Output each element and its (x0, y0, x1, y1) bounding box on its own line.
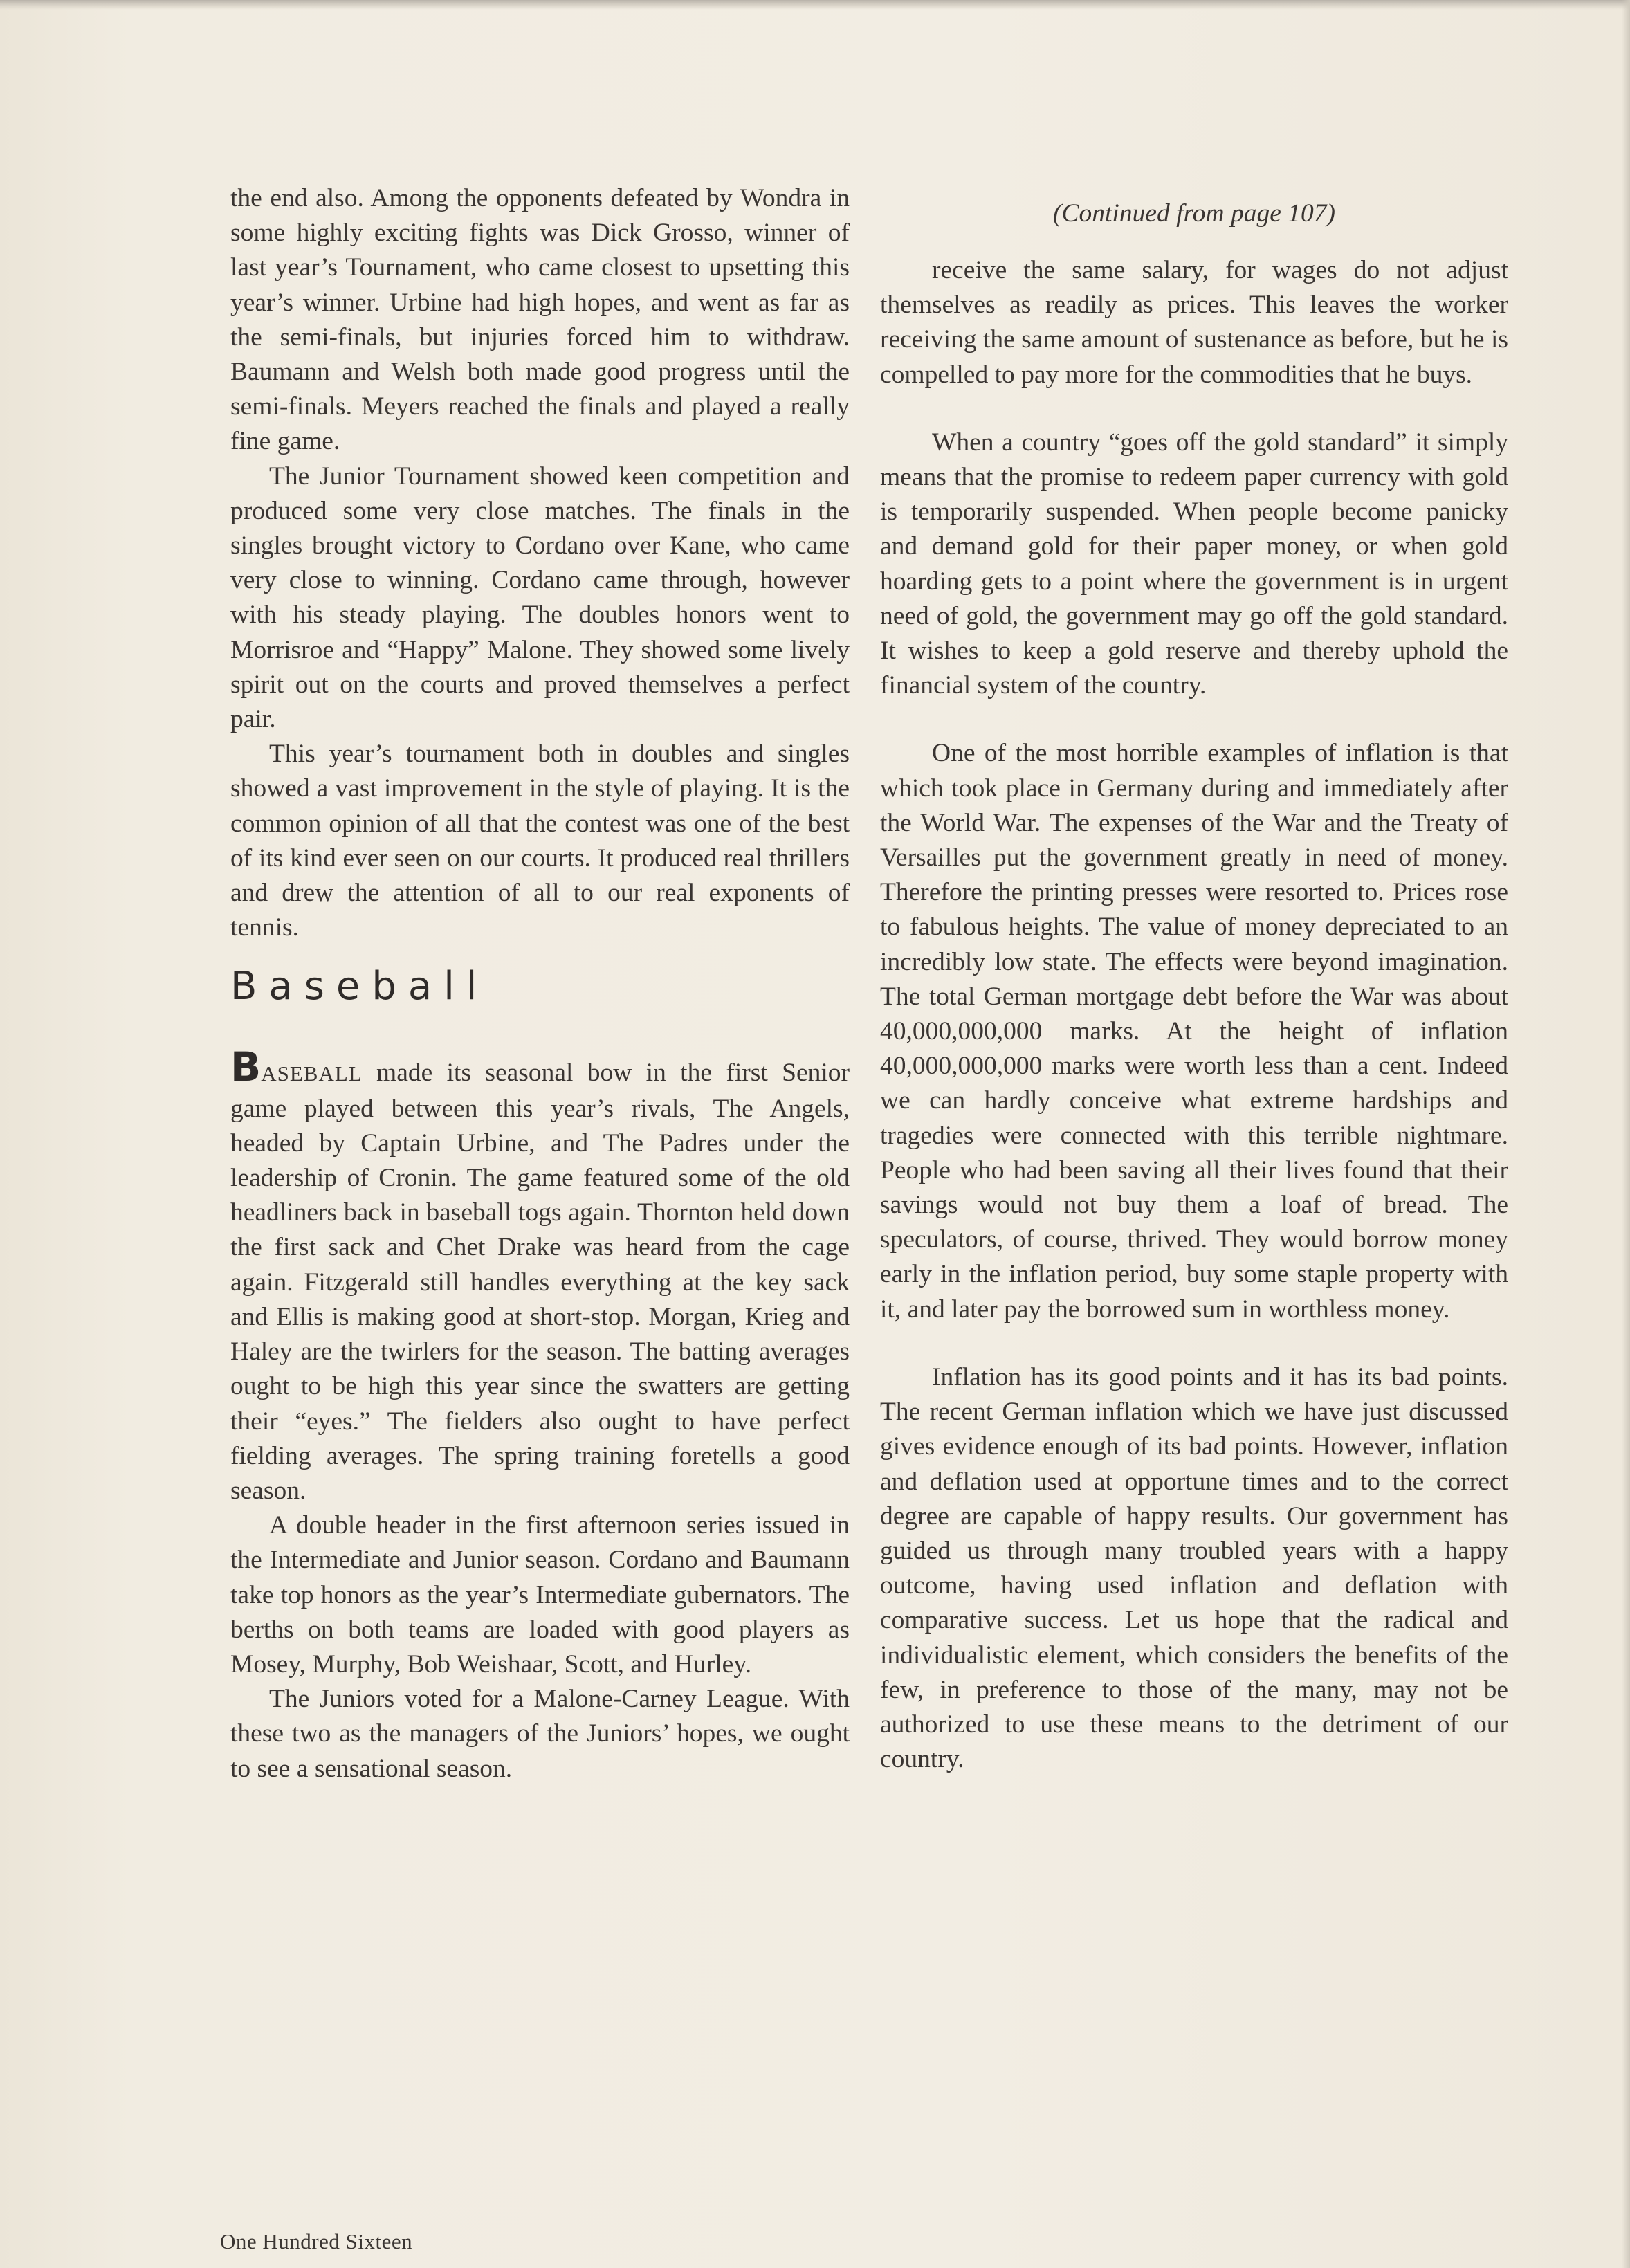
continued-note: (Continued from page 107) (1053, 199, 1335, 228)
inflation-paragraph-3: One of the most horrible examples of inflation is that which took place in Germany during and immediately after the World War. The expenses of the War and the Treaty of Versailles put the government greatly in need of money. Therefore the printing presses were resorted to. Prices rose to fabulous heights. The value of money depreciated to an incredibly low state. The effects were beyond imagination. The total German mortgage debt before the War was about 40,000,000,000 marks. At the height of inflation 40,000,000,000 marks were worth less than a cent. Indeed we can hardly conceive what extreme hardships and tragedies were connected with this terrible nightmare. People who had been saving all their lives found that their savings would not buy them a loaf of bread. The speculators, of course, thrived. They would borrow money early in the inflation period, buy some staple property with it, and later pay the borrowed sum in worthless money. (880, 739, 1508, 1324)
inflation-paragraph-4: Inflation has its good points and it has its bad points. The recent German inflation which we have just discussed gives evidence enough of its bad points. However, inflation and deflation used at opportune times and to the correct degree are capable of happy results. Our government has guided us through many troubled years with a happy outcome, having used inflation and deflation with comparative success. Let us hope that the radical and individualistic element, which considers the benefits of the few, in preference to those of the many, may not be authorized to use these means to the detriment of our country. (880, 1362, 1508, 1774)
right-column (880, 181, 1508, 1777)
page-top-edge (0, 0, 1630, 10)
inflation-paragraph-1: receive the same salary, for wages do not adjust themselves as readily as prices. This leaves the worker receiving the same amount of sustenance as before, but he is compelled to pay more for the commodities that he buys. (880, 256, 1508, 389)
tennis-paragraph-1: the end also. Among the opponents defeated by Wondra in some highly exciting fights was Dick Grosso, winner of last year’s Tournament, who came closest to upsetting this year’s winner. Urbine had high hopes, and went as far as the semi-finals, but injuries forced him to withdraw. Baumann and Welsh both made good progress until the semi-finals. Meyers reached the finals and played a really fine game. (230, 184, 850, 456)
inflation-paragraph-2: When a country “goes off the gold standard” it simply means that the promise to redeem paper currency with gold is temporarily suspended. When people become panicky and demand gold for their paper money, or when gold hoarding gets to a point where the government is in urgent need of gold, the government may go off the gold standard. It wishes to keep a gold reserve and thereby uphold the financial system of the country. (880, 428, 1508, 700)
drop-cap: B (230, 1043, 262, 1091)
page-right-edge (1622, 0, 1630, 2268)
page-number-footer: One Hundred Sixteen (220, 2229, 413, 2253)
baseball-paragraph-3: The Juniors voted for a Malone-Carney League. With these two as the managers of the Juniors’ hopes, we ought to see a sensational season. (230, 1685, 850, 1783)
baseball-paragraph-2: A double header in the first afternoon series issued in the Intermediate and Junior season. Cordano and Baumann take top honors as the year’s Intermediate gubernators. The berths on both teams are loaded with good players as Mosey, Murphy, Bob Weishaar, Scott, and Hurley. (230, 1511, 850, 1679)
left-column (230, 181, 850, 1786)
baseball-heading: Baseball (230, 964, 489, 1009)
tennis-paragraph-2: The Junior Tournament showed keen competition and produced some very close matches. The finals in the singles brought victory to Cordano over Kane, who came very close to winning. Cordano came through, however with his steady playing. The doubles honors went to Morrisroe and “Happy” Malone. They showed some lively spirit out on the courts and proved themselves a perfect pair. (230, 461, 850, 734)
baseball-paragraph-1 (230, 1043, 850, 1508)
baseball-paragraph-1-text: made its seasonal bow in the first Senior game played between this year’s rivals, The Angels, headed by Captain Urbine, and The Padres under the leadership of Cronin. The game featured some of the old headliners back in baseball togs again. Thornton held down the first sack and Chet Drake was heard from the cage again. Fitzgerald still handles everything at the key sack and Ellis is making good at short-stop. Morgan, Krieg and Haley are the twirlers for the season. The batting averages ought to be high this year since the swatters are getting their “eyes.” The fielders also ought to have perfect fielding averages. The spring training foretells a good season. (230, 1059, 850, 1505)
lead-small-caps: ASEBALL (261, 1061, 363, 1086)
tennis-paragraph-3: This year’s tournament both in doubles and singles showed a vast improvement in the style of playing. It is the common opinion of all that the contest was one of the best of its kind ever seen on our courts. It produced real thrillers and drew the attention of all to our real exponents of tennis. (230, 740, 850, 942)
